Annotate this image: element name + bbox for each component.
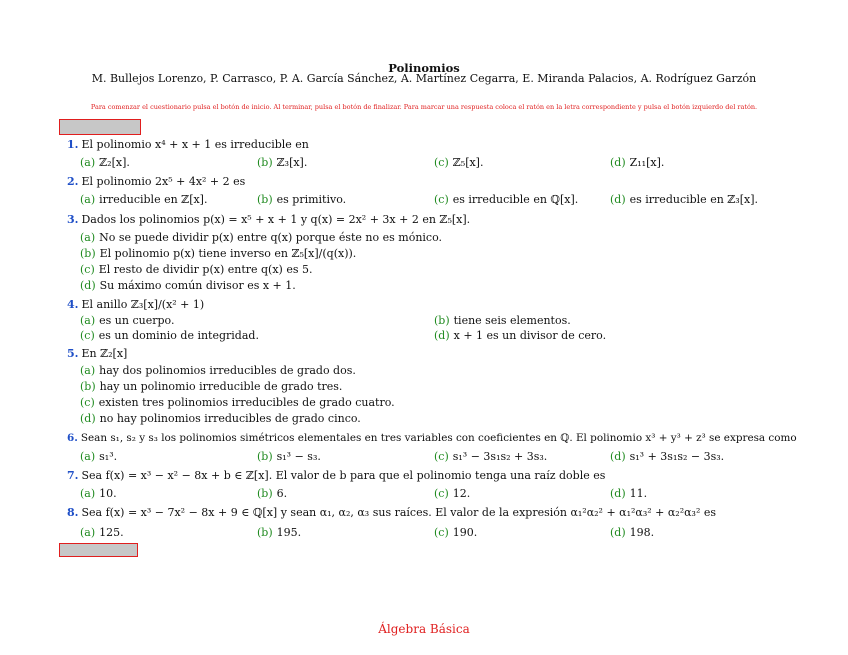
- question-text: Sea f(x) = x³ − 7x² − 8x + 9 ∈ ℚ[x] y sean α₁, α₂, α₃ sus raíces. El valor de la expresión α₁²α₂² + α₁²α₃² + α₂²α₃² es: [81, 506, 717, 519]
- option-label[interactable]: (d): [610, 156, 626, 169]
- q8-option-c[interactable]: [434, 526, 477, 540]
- option-text: irreducible en ℤ[x].: [99, 193, 208, 206]
- option-label[interactable]: (c): [434, 156, 449, 169]
- question-text: Sea f(x) = x³ − x² − 8x + b ∈ ℤ[x]. El valor de b para que el polinomio tenga una raíz doble es: [81, 469, 606, 482]
- option-text: s₁³.: [99, 450, 118, 463]
- q1-option-d[interactable]: [610, 156, 664, 170]
- option-text: 11.: [629, 487, 648, 500]
- option-label[interactable]: (c): [80, 396, 95, 409]
- option-label[interactable]: (b): [257, 156, 273, 169]
- option-text: No se puede dividir p(x) entre q(x) porque éste no es mónico.: [99, 231, 443, 244]
- question-number: 8.: [67, 506, 79, 519]
- q3-option-a[interactable]: [80, 231, 442, 245]
- option-label[interactable]: (a): [80, 526, 96, 539]
- q6-option-c[interactable]: [434, 450, 547, 464]
- option-label[interactable]: (b): [434, 314, 450, 327]
- option-text: existen tres polinomios irreducibles de grado cuatro.: [98, 396, 395, 409]
- page-title: Polinomios: [388, 61, 460, 75]
- option-text: s₁³ − 3s₁s₂ + 3s₃.: [452, 450, 548, 463]
- question-number: 1.: [67, 138, 79, 151]
- option-text: 125.: [99, 526, 124, 539]
- q5-option-a[interactable]: [80, 364, 356, 378]
- q5-option-b[interactable]: [80, 380, 342, 394]
- option-label[interactable]: (a): [80, 487, 96, 500]
- question-2: [67, 175, 245, 189]
- q7-option-b[interactable]: [257, 487, 287, 501]
- option-text: es un dominio de integridad.: [98, 329, 259, 342]
- option-label[interactable]: (b): [257, 487, 273, 500]
- question-number: 7.: [67, 469, 79, 482]
- option-text: x + 1 es un divisor de cero.: [453, 329, 607, 342]
- question-number: 4.: [67, 298, 79, 311]
- question-text: El anillo ℤ₃[x]/(x² + 1): [81, 298, 205, 311]
- footer-link[interactable]: Álgebra Básica: [378, 622, 470, 636]
- question-6: [67, 431, 797, 445]
- q8-option-a[interactable]: [80, 526, 124, 540]
- q1-option-b[interactable]: [257, 156, 307, 170]
- question-text: El polinomio x⁴ + x + 1 es irreducible en: [81, 138, 309, 151]
- question-3: [67, 213, 470, 227]
- q7-option-c[interactable]: [434, 487, 470, 501]
- question-text: En ℤ₂[x]: [81, 347, 128, 360]
- option-label[interactable]: (c): [434, 526, 449, 539]
- q2-option-a[interactable]: [80, 193, 207, 207]
- question-8: [67, 506, 716, 520]
- option-label[interactable]: (c): [434, 450, 449, 463]
- q5-option-d[interactable]: [80, 412, 361, 426]
- q3-option-b[interactable]: [80, 247, 356, 261]
- option-label[interactable]: (b): [80, 380, 96, 393]
- q4-option-c[interactable]: [80, 329, 259, 343]
- option-label[interactable]: (b): [257, 526, 273, 539]
- option-label[interactable]: (b): [80, 247, 96, 260]
- instructions: Para comenzar el cuestionario pulsa el botón de inicio. Al terminar, pulsa el botón de finalizar. Para marcar una respuesta coloca el ratón en la letra correspondiente y pulsa el botón izquierdo del ratón.: [90, 103, 758, 111]
- start-quiz-button[interactable]: [59, 119, 141, 135]
- option-text: Z₁₁[x].: [629, 156, 665, 169]
- option-text: es primitivo.: [276, 193, 347, 206]
- q4-option-b[interactable]: [434, 314, 571, 328]
- option-label[interactable]: (d): [80, 412, 96, 425]
- q7-option-a[interactable]: [80, 487, 117, 501]
- option-label[interactable]: (c): [434, 487, 449, 500]
- question-number: 5.: [67, 347, 79, 360]
- option-label[interactable]: (b): [257, 193, 273, 206]
- option-label[interactable]: (a): [80, 156, 96, 169]
- option-text: 6.: [276, 487, 288, 500]
- option-text: 10.: [99, 487, 117, 500]
- q8-option-b[interactable]: [257, 526, 301, 540]
- option-label[interactable]: (c): [80, 263, 95, 276]
- q3-option-d[interactable]: [80, 279, 296, 293]
- option-label[interactable]: (d): [610, 450, 626, 463]
- option-label[interactable]: (a): [80, 193, 96, 206]
- q4-option-d[interactable]: [434, 329, 606, 343]
- option-label[interactable]: (a): [80, 364, 96, 377]
- question-number: 3.: [67, 213, 79, 226]
- option-label[interactable]: (c): [434, 193, 449, 206]
- authors: M. Bullejos Lorenzo, P. Carrasco, P. A. García Sánchez, A. Martínez Cegarra, E. Miranda Palacios, A. Rodríguez Garzón: [91, 72, 757, 85]
- q6-option-b[interactable]: [257, 450, 321, 464]
- option-text: 195.: [276, 526, 302, 539]
- option-label[interactable]: (b): [257, 450, 273, 463]
- question-text: Dados los polinomios p(x) = x⁵ + x + 1 y q(x) = 2x² + 3x + 2 en ℤ₅[x].: [81, 213, 471, 226]
- option-label[interactable]: (a): [80, 314, 96, 327]
- q2-option-c[interactable]: [434, 193, 578, 207]
- question-1: [67, 138, 309, 152]
- question-text: El polinomio 2x⁵ + 4x² + 2 es: [81, 175, 246, 188]
- q4-option-a[interactable]: [80, 314, 174, 328]
- option-label[interactable]: (a): [80, 450, 96, 463]
- q2-option-b[interactable]: [257, 193, 346, 207]
- option-text: Su máximo común divisor es x + 1.: [99, 279, 296, 292]
- option-text: 12.: [452, 487, 471, 500]
- option-text: es irreducible en ℤ₃[x].: [629, 193, 759, 206]
- option-text: tiene seis elementos.: [453, 314, 571, 327]
- option-text: es irreducible en ℚ[x].: [452, 193, 579, 206]
- option-label[interactable]: (d): [610, 526, 626, 539]
- option-label[interactable]: (d): [610, 193, 626, 206]
- option-text: es un cuerpo.: [99, 314, 175, 327]
- question-5: [67, 347, 127, 361]
- option-text: no hay polinomios irreducibles de grado cinco.: [99, 412, 361, 425]
- q1-option-a[interactable]: [80, 156, 130, 170]
- option-text: s₁³ − s₃.: [276, 450, 321, 463]
- question-number: 6.: [67, 432, 78, 444]
- q7-option-d[interactable]: [610, 487, 647, 501]
- option-text: El resto de dividir p(x) entre q(x) es 5.: [98, 263, 313, 276]
- option-label[interactable]: (a): [80, 231, 96, 244]
- q6-option-a[interactable]: [80, 450, 117, 464]
- option-label[interactable]: (c): [80, 329, 95, 342]
- option-text: hay un polinomio irreducible de grado tres.: [99, 380, 343, 393]
- option-label[interactable]: (d): [610, 487, 626, 500]
- finish-quiz-button[interactable]: [59, 543, 138, 557]
- q8-option-d[interactable]: [610, 526, 654, 540]
- option-text: 198.: [629, 526, 655, 539]
- q5-option-c[interactable]: [80, 396, 395, 410]
- q6-option-d[interactable]: [610, 450, 724, 464]
- option-label[interactable]: (d): [434, 329, 450, 342]
- option-text: ℤ₂[x].: [99, 156, 130, 169]
- q2-option-d[interactable]: [610, 193, 758, 207]
- option-text: hay dos polinomios irreducibles de grado dos.: [99, 364, 356, 377]
- option-text: 190.: [452, 526, 478, 539]
- question-number: 2.: [67, 175, 79, 188]
- q1-option-c[interactable]: [434, 156, 483, 170]
- option-label[interactable]: (d): [80, 279, 96, 292]
- question-4: [67, 298, 204, 312]
- option-text: s₁³ + 3s₁s₂ − 3s₃.: [629, 450, 725, 463]
- q3-option-c[interactable]: [80, 263, 312, 277]
- option-text: ℤ₅[x].: [452, 156, 484, 169]
- option-text: El polinomio p(x) tiene inverso en ℤ₅[x]/(q(x)).: [99, 247, 357, 260]
- question-text: Sean s₁, s₂ y s₃ los polinomios simétricos elementales en tres variables con coeficientes en ℚ. El polinomio x³ + y³ + z³ se expresa como: [80, 432, 797, 444]
- option-text: ℤ₃[x].: [276, 156, 308, 169]
- question-7: [67, 469, 605, 483]
